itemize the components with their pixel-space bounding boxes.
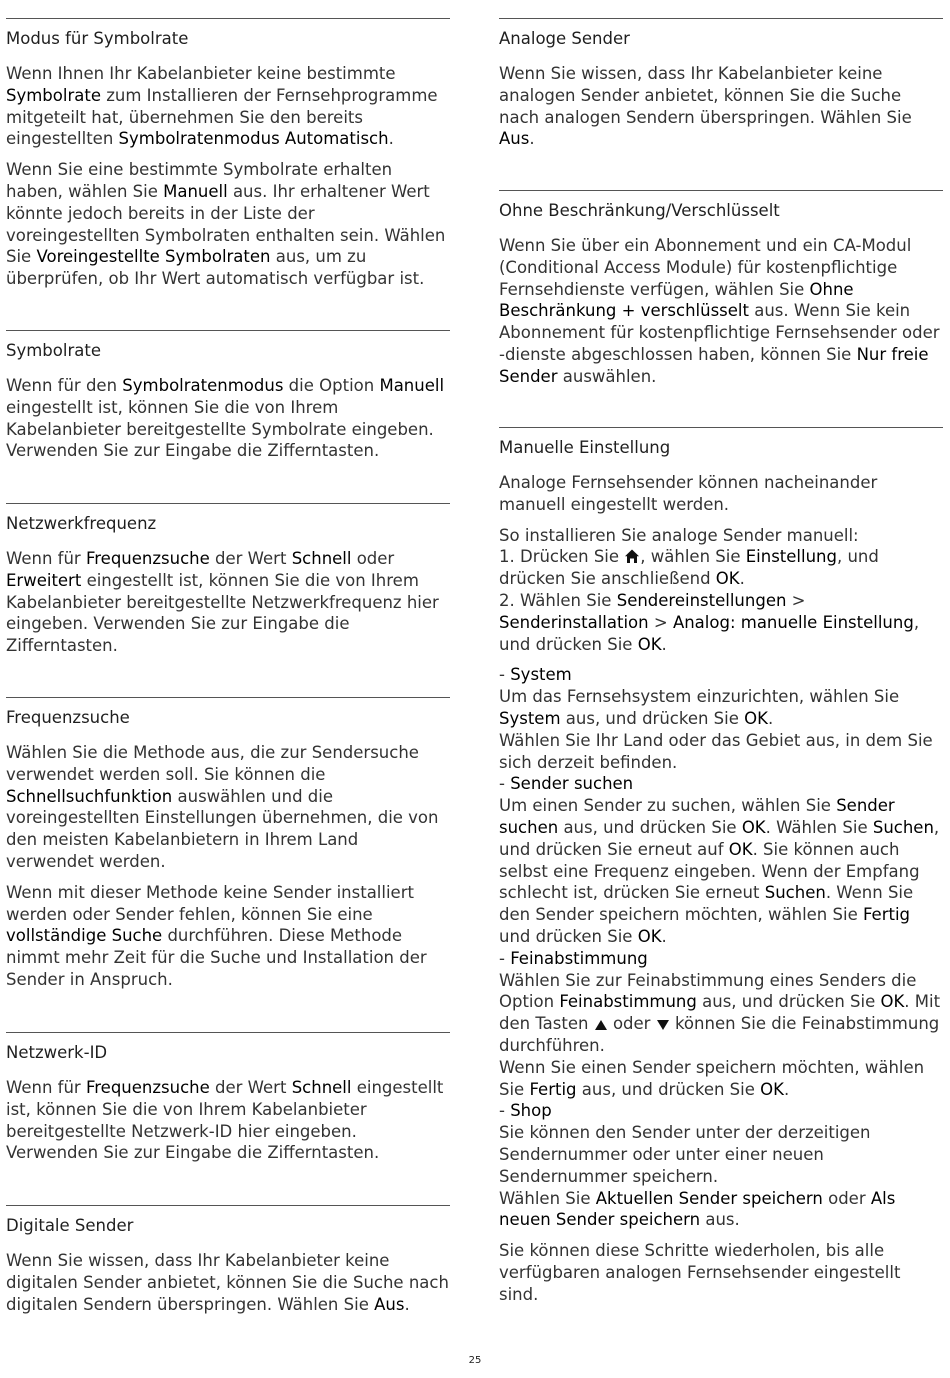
paragraph: Wählen Sie die Methode aus, die zur Sendersuche verwendet werden soll. Sie können die Schnellsuchfunktion auswählen und die voreingestellten Einstellungen übernehmen, die von den meisten Kabelanbietern in Ihrem Land verwendet werden.: [6, 743, 439, 871]
paragraph: Sie können diese Schritte wiederholen, bis alle verfügbaren analogen Fernsehsender eingestellt sind.: [499, 1241, 901, 1304]
paragraph: Wenn Ihnen Ihr Kabelanbieter keine bestimmte Symbolrate zum Installieren der Fernsehprogramme mitgeteilt hat, übernehmen Sie den bereits eingestellten Symbolratenmodus Automatisch.: [6, 64, 438, 149]
section-divider: [6, 1032, 450, 1033]
section-symbolrate: [6, 330, 450, 462]
paragraph: Wenn mit dieser Methode keine Sender installiert werden oder Sender fehlen, können Sie eine vollständige Suche durchführen. Diese Methode nimmt mehr Zeit für die Suche und Installation der Sender in Anspruch.: [6, 882, 427, 989]
section-divider: [6, 330, 450, 331]
instructions-block: So installieren Sie analoge Sender manuell: 1. Drücken Sie , wählen Sie Einstellung, und drücken Sie anschließend OK. 2. Wählen Sie Sendereinstellungen > Senderinstallation > Analog: manuelle Einstellung, und drücken Sie OK.: [499, 525, 920, 654]
section-heading: Netzwerkfrequenz: [6, 514, 157, 533]
section-manuelle-einstellung: [499, 427, 943, 1305]
page-number: 25: [468, 1355, 482, 1366]
section-heading: Symbolrate: [6, 341, 101, 360]
section-divider: [6, 697, 450, 698]
paragraph: Wenn für den Symbolratenmodus die Option Manuell eingestellt ist, können Sie die von Ihrem Kabelanbieter bereitgestellte Symbolrate eingeben. Verwenden Sie zur Eingabe die Zifferntasten.: [6, 376, 445, 461]
arrow-down-icon: [656, 1019, 670, 1031]
section-divider: [499, 427, 943, 428]
section-divider: [6, 18, 450, 19]
section-heading: Analoge Sender: [499, 29, 630, 48]
paragraph: Wenn Sie eine bestimmte Symbolrate erhalten haben, wählen Sie Manuell aus. Ihr erhaltener Wert könnte jedoch bereits in der Liste der voreingestellten Symbolraten enthalten sein. Wählen Sie Voreingestellte Symbolraten aus, um zu überprüfen, ob Ihr Wert automatisch verfügbar ist.: [6, 160, 446, 289]
section-heading: Digitale Sender: [6, 1216, 134, 1235]
arrow-up-icon: [594, 1019, 608, 1031]
section-netzwerkfrequenz: [6, 503, 450, 657]
section-analoge-sender: [499, 18, 943, 150]
paragraph: Wenn Sie wissen, dass Ihr Kabelanbieter keine analogen Sender anbietet, können Sie die Suche nach analogen Sendern überspringen. Wählen Sie Aus.: [499, 64, 912, 149]
section-heading: Modus für Symbolrate: [6, 29, 189, 48]
section-netzwerk-id: [6, 1032, 450, 1164]
section-heading: Ohne Beschränkung/Verschlüsselt: [499, 201, 780, 220]
section-divider: [499, 18, 943, 19]
section-heading: Frequenzsuche: [6, 708, 130, 727]
paragraph: Wenn Sie wissen, dass Ihr Kabelanbieter keine digitalen Sender anbietet, können Sie die Suche nach digitalen Sendern überspringen. Wählen Sie Aus.: [6, 1251, 449, 1314]
paragraph: Wenn für Frequenzsuche der Wert Schnell oder Erweitert eingestellt ist, können Sie die von Ihrem Kabelanbieter bereitgestellte Netzwerkfrequenz hier eingeben. Verwenden Sie zur Eingabe die Zifferntasten.: [6, 549, 439, 656]
paragraph: Wenn für Frequenzsuche der Wert Schnell eingestellt ist, können Sie die von Ihrem Kabelanbieter bereitgestellte Netzwerk-ID hier eingeben. Verwenden Sie zur Eingabe die Zifferntasten.: [6, 1078, 444, 1163]
section-ohne-beschraenkung: [499, 190, 943, 388]
section-divider: [499, 190, 943, 191]
section-heading: Netzwerk-ID: [6, 1043, 108, 1062]
section-divider: [6, 1205, 450, 1206]
paragraph: Analoge Fernsehsender können nacheinander manuell eingestellt werden.: [499, 473, 878, 514]
section-heading: Manuelle Einstellung: [499, 438, 671, 457]
section-frequenzsuche: [6, 697, 450, 991]
section-divider: [6, 503, 450, 504]
section-modus-symbolrate: [6, 18, 450, 290]
options-block: - System Um das Fernsehsystem einzurichten, wählen Sie System aus, und drücken Sie OK. Wählen Sie Ihr Land oder das Gebiet aus, in dem Sie sich derzeit befinden. - Sender suchen Um einen Sender zu suchen, wählen Sie Sender suchen aus, und drücken Sie OK. Wählen Sie Suchen, und drücken Sie erneut auf OK. Sie können auch selbst eine Frequenz eingeben. Wenn der Empfang schlecht ist, drücken Sie erneut Suchen. Wenn Sie den Sender speichern möchten, wählen Sie Fertig und drücken Sie OK. - Feinabstimmung Wählen Sie zur Feinabstimmung eines Senders die Option Feinabstimmung aus, und drücken Sie OK. Mit den Tasten oder können Sie die Feinabstimmung durchführen. Wenn Sie einen Sender speichern möchten, wählen Sie Fertig aus, und drücken Sie OK. - Shop Sie können den Sender unter der derzeitigen Sendernummer oder unter einer neuen Sendernummer speichern. Wählen Sie Aktuellen Sender speichern oder Als neuen Sender speichern aus.: [499, 665, 941, 1230]
section-digitale-sender: [6, 1205, 450, 1315]
home-icon: [624, 548, 640, 564]
paragraph: Wenn Sie über ein Abonnement und ein CA-Modul (Conditional Access Module) für kostenpflichtige Fernsehdienste verfügen, wählen Sie Ohne Beschränkung + verschlüsselt aus. Wenn Sie kein Abonnement für kostenpflichtige Fernsehsender oder -dienste abgeschlossen haben, können Sie Nur freie Sender auswählen.: [499, 236, 940, 386]
